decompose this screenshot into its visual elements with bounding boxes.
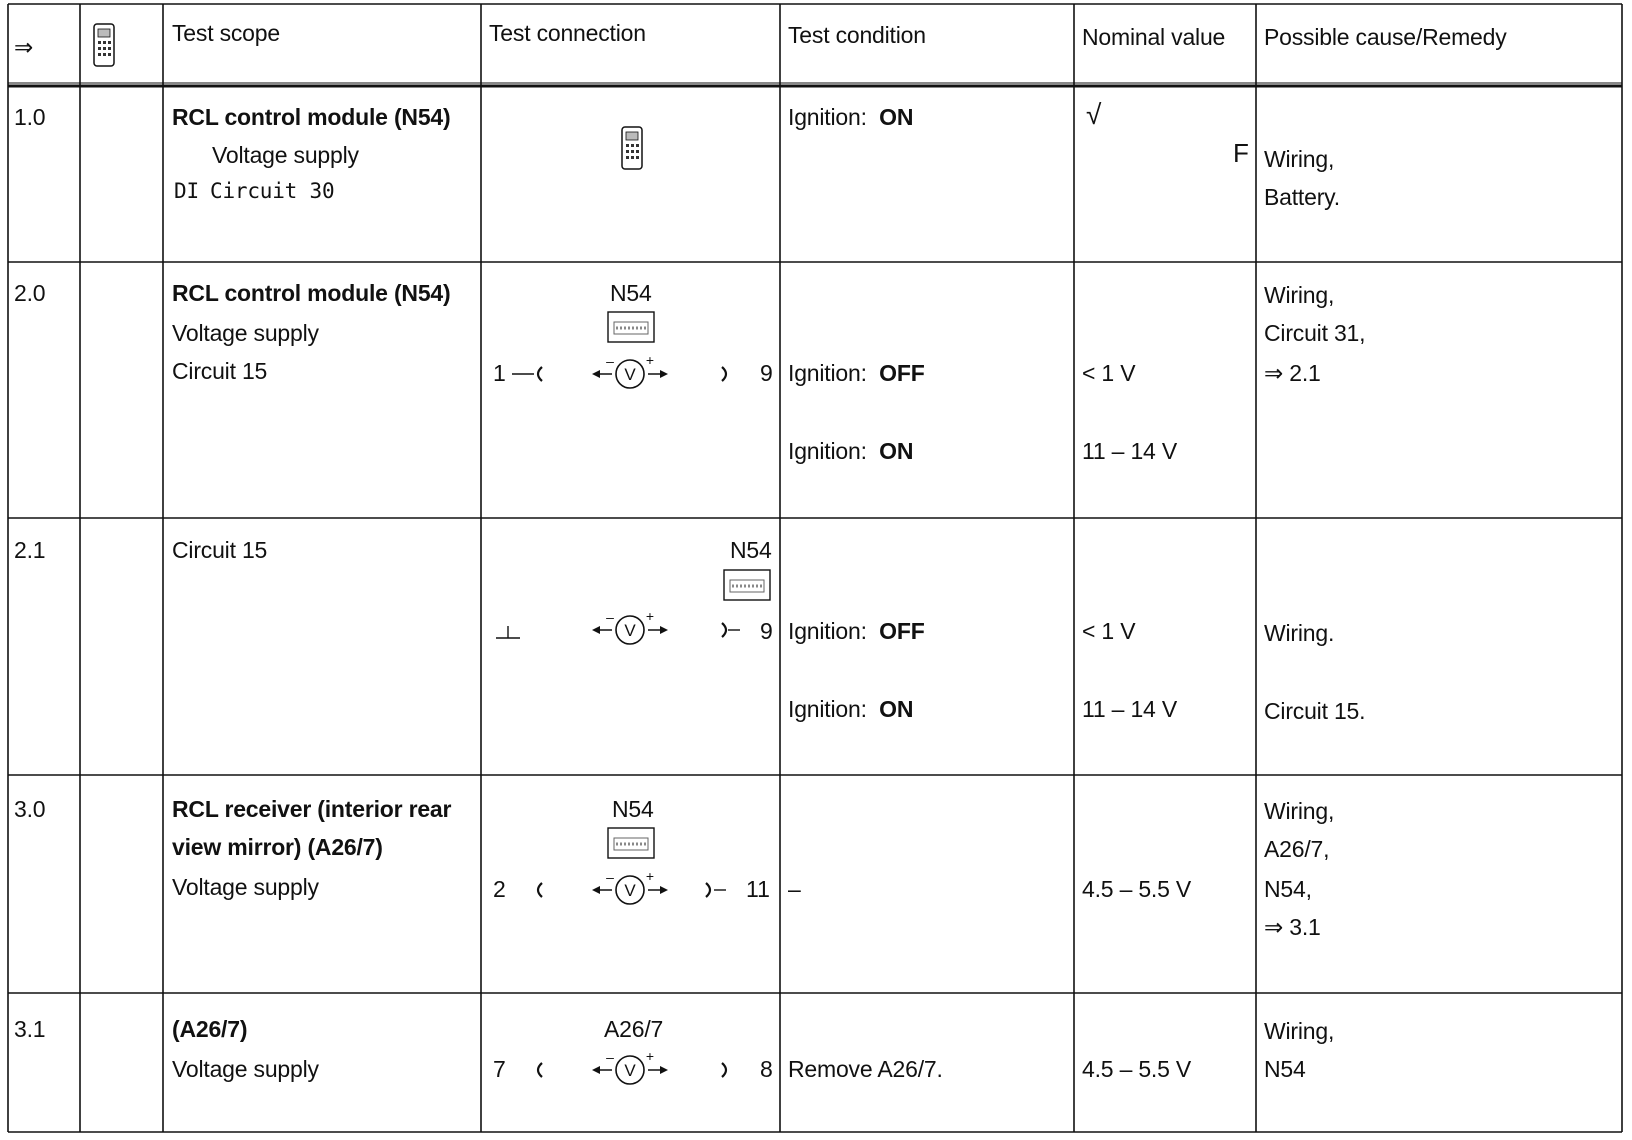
pin-right: 11 (746, 876, 770, 902)
voltmeter-plus: + (645, 1050, 655, 1064)
condition-label: Ignition: (788, 104, 867, 130)
voltmeter-plus: + (645, 354, 655, 368)
nominal-value: 11 – 14 V (1082, 438, 1177, 464)
header-test-condition: Test condition (788, 22, 926, 48)
scope-line: Circuit 15 (172, 358, 268, 384)
voltmeter-icon (590, 1050, 670, 1086)
header-nominal-value: Nominal value (1082, 24, 1226, 50)
remedy-line: Wiring, (1264, 1018, 1335, 1044)
condition-value: ON (879, 696, 914, 722)
check-mark: √ (1086, 99, 1102, 130)
fail-mark: F (1233, 138, 1249, 168)
voltmeter-icon (590, 354, 670, 390)
voltmeter-minus: – (606, 610, 614, 625)
voltmeter-plus: + (645, 610, 655, 624)
nominal-value: 4.5 – 5.5 V (1082, 1056, 1192, 1082)
condition-value: OFF (879, 618, 925, 644)
condition-value: OFF (879, 360, 925, 386)
remedy-line: Circuit 31, (1264, 320, 1366, 346)
nominal-value: 4.5 – 5.5 V (1082, 876, 1192, 902)
step-number: 3.1 (14, 1016, 46, 1042)
scope-title: RCL control module (N54) (172, 280, 451, 306)
voltmeter-plus: + (645, 870, 655, 884)
remedy-line: Battery. (1264, 184, 1340, 210)
header-test-scope: Test scope (172, 20, 280, 46)
tester-icon (92, 22, 116, 68)
component-label: N54 (610, 280, 652, 306)
nominal-value: < 1 V (1082, 618, 1136, 644)
scope-line: Voltage supply (172, 1056, 319, 1082)
control-module-icon (722, 568, 774, 602)
scope-title: RCL receiver (interior rear (172, 796, 452, 822)
scope-line: Voltage supply (172, 320, 319, 346)
scope-line: Circuit 15 (172, 537, 268, 563)
scope-line: Circuit 30 (210, 179, 335, 203)
condition: Remove A26/7. (788, 1056, 943, 1082)
remedy-line: N54 (1264, 1056, 1306, 1082)
condition (788, 104, 913, 130)
header-remedy: Possible cause/Remedy (1264, 24, 1507, 50)
control-module-icon (606, 310, 658, 344)
voltmeter-minus: – (606, 354, 614, 369)
scope-title: (A26/7) (172, 1016, 248, 1042)
condition-label: Ignition: (788, 438, 867, 464)
condition-label: Ignition: (788, 360, 867, 386)
pin-right: 8 (760, 1056, 773, 1082)
condition-label: Ignition: (788, 618, 867, 644)
control-module-icon (606, 826, 658, 860)
pin-right: 9 (760, 360, 773, 386)
condition-value: ON (879, 438, 914, 464)
condition-value: ON (879, 104, 914, 130)
condition-label: Ignition: (788, 696, 867, 722)
nominal-value: < 1 V (1082, 360, 1136, 386)
nominal-value: 11 – 14 V (1082, 696, 1177, 722)
scope-title: view mirror) (A26/7) (172, 834, 383, 860)
voltmeter-symbol: V (624, 365, 636, 384)
probe-connector-icon (510, 364, 546, 384)
component-label: A26/7 (604, 1016, 664, 1042)
header-arrow: ⇒ (14, 34, 34, 60)
voltmeter-minus: – (606, 1050, 614, 1065)
voltmeter-minus: – (606, 870, 614, 885)
remedy-line: ⇒ 3.1 (1264, 914, 1321, 940)
pin-right: 9 (760, 618, 773, 644)
step-number: 2.0 (14, 280, 46, 306)
condition: – (788, 876, 801, 902)
probe-connector-icon (718, 620, 748, 640)
probe-connector-icon (718, 1060, 738, 1080)
tester-icon (620, 124, 644, 172)
voltmeter-icon (590, 610, 670, 646)
ground-icon (494, 620, 524, 642)
scope-title: RCL control module (N54) (172, 104, 451, 130)
voltmeter-symbol: V (624, 1061, 636, 1080)
component-label: N54 (612, 796, 654, 822)
condition (788, 438, 913, 464)
remedy-line: N54, (1264, 876, 1312, 902)
probe-connector-icon (526, 880, 546, 900)
voltmeter-symbol: V (624, 621, 636, 640)
pin-left: 7 (493, 1056, 506, 1082)
remedy-line: ⇒ 2.1 (1264, 360, 1321, 386)
step-number: 1.0 (14, 104, 46, 130)
pin-left: 1 (493, 360, 506, 386)
condition (788, 696, 913, 722)
step-number: 3.0 (14, 796, 46, 822)
probe-connector-icon (700, 880, 734, 900)
remedy-line: Circuit 15. (1264, 698, 1366, 724)
step-number: 2.1 (14, 537, 46, 563)
probe-connector-icon (718, 364, 738, 384)
remedy-line: Wiring. (1264, 620, 1335, 646)
display-prefix: DI (174, 179, 199, 203)
scope-line: Voltage supply (172, 874, 319, 900)
voltmeter-icon (590, 870, 670, 906)
condition (788, 618, 925, 644)
pin-left: 2 (493, 876, 506, 902)
remedy-line: A26/7, (1264, 836, 1330, 862)
remedy-line: Wiring, (1264, 146, 1335, 172)
header-test-connection: Test connection (489, 20, 646, 46)
remedy-line: Wiring, (1264, 798, 1335, 824)
component-label: N54 (730, 537, 772, 563)
remedy-line: Wiring, (1264, 282, 1335, 308)
condition (788, 360, 925, 386)
probe-connector-icon (526, 1060, 546, 1080)
scope-line: Voltage supply (212, 142, 359, 168)
voltmeter-symbol: V (624, 881, 636, 900)
